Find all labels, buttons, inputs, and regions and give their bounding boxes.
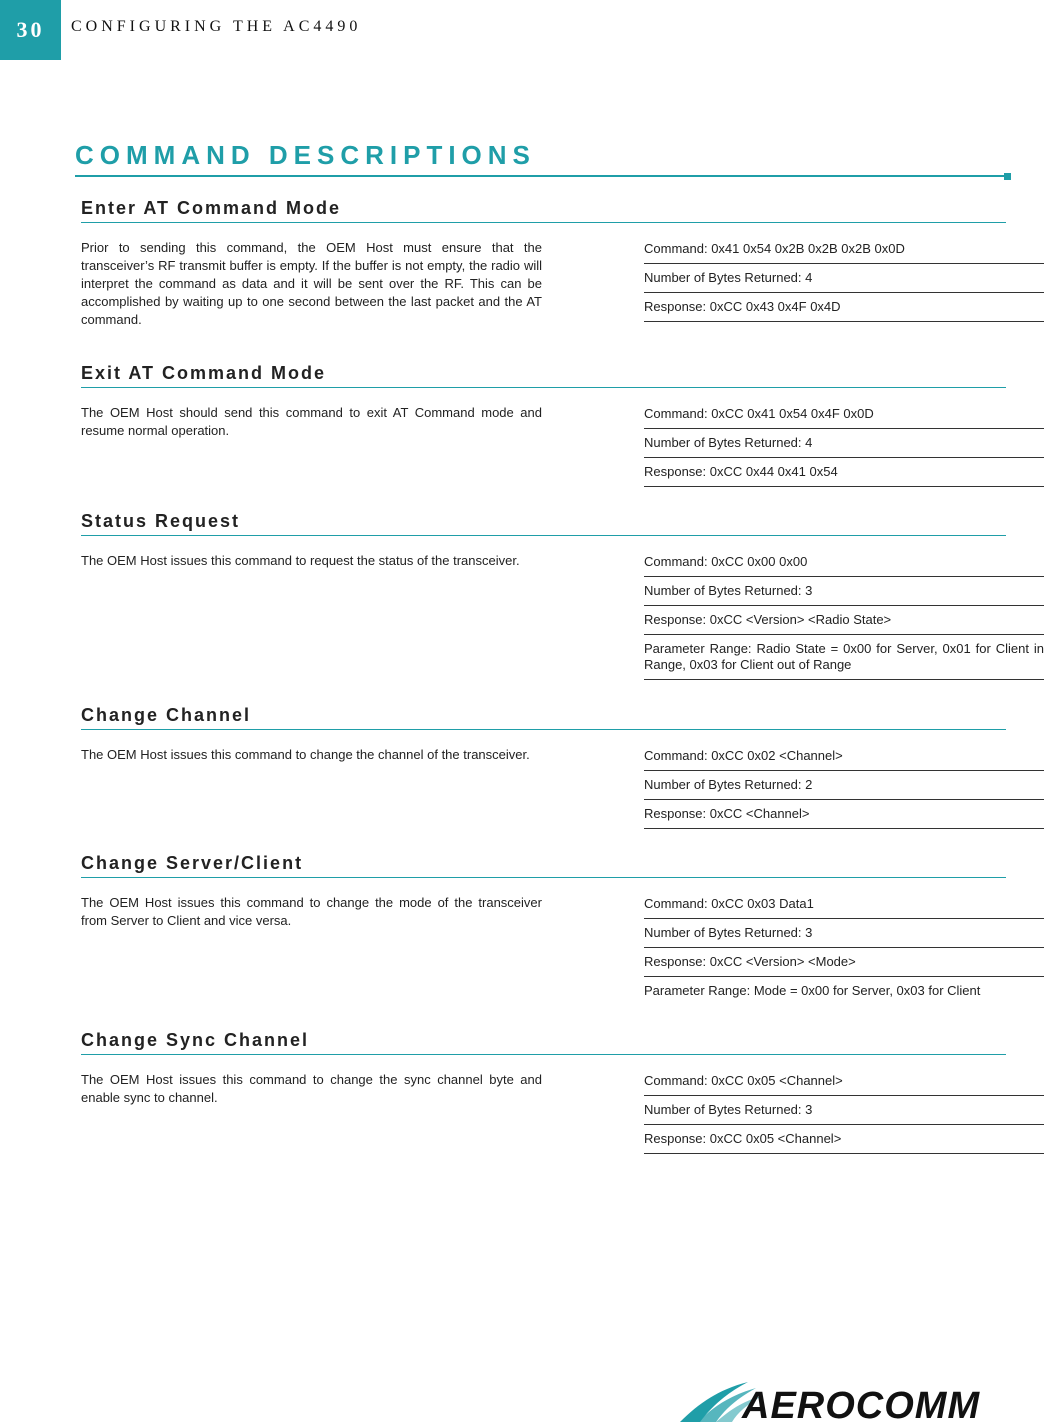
spec-bytes-returned: Number of Bytes Returned: 3 — [644, 1096, 1044, 1125]
logo-wordmark: AEROCOMM — [742, 1385, 981, 1424]
title-divider-end-square — [1004, 173, 1011, 180]
spec-command: Command: 0xCC 0x03 Data1 — [644, 890, 1044, 919]
section-description: Prior to sending this command, the OEM Host must ensure that the transceiver’s RF transmit buffer is empty. If the buffer is not empty, the radio will interpret the command as data and it will be sent over the RF. This can be accomplished by waiting up to one second between the last packet and the AT command. — [81, 240, 542, 327]
title-divider — [75, 175, 1005, 177]
spec-response: Response: 0xCC <Version> <Mode> — [644, 948, 1044, 977]
section-title: Enter AT Command Mode — [81, 198, 342, 218]
command-spec-list — [644, 235, 1044, 322]
section-title: Status Request — [81, 511, 241, 531]
section-description: The OEM Host should send this command to exit AT Command mode and resume normal operation. — [81, 405, 542, 438]
spec-response: Response: 0xCC 0x44 0x41 0x54 — [644, 458, 1044, 487]
spec-response: Response: 0xCC <Version> <Radio State> — [644, 606, 1044, 635]
section-title: Exit AT Command Mode — [81, 363, 327, 383]
section-divider — [81, 877, 1006, 878]
section-divider — [81, 729, 1006, 730]
aerocomm-logo — [676, 1376, 1038, 1424]
spec-bytes-returned: Number of Bytes Returned: 3 — [644, 577, 1044, 606]
spec-command: Command: 0xCC 0x05 <Channel> — [644, 1067, 1044, 1096]
spec-command: Command: 0xCC 0x02 <Channel> — [644, 742, 1044, 771]
page-number-badge: 30 — [0, 0, 61, 60]
command-spec-list — [644, 548, 1044, 680]
command-spec-list — [644, 890, 1044, 1005]
section-status-request — [81, 507, 1044, 672]
section-change-sync-channel — [81, 1026, 1044, 1146]
spec-command: Command: 0x41 0x54 0x2B 0x2B 0x2B 0x0D — [644, 235, 1044, 264]
section-title: Change Server/Client — [81, 853, 304, 873]
section-divider — [81, 222, 1006, 223]
spec-bytes-returned: Number of Bytes Returned: 3 — [644, 919, 1044, 948]
section-title: Change Channel — [81, 705, 252, 725]
command-spec-list — [644, 742, 1044, 829]
section-description: The OEM Host issues this command to request the status of the transceiver. — [81, 553, 520, 568]
running-header: CONFIGURING THE AC4490 — [71, 18, 362, 35]
section-description: The OEM Host issues this command to change the channel of the transceiver. — [81, 747, 530, 762]
section-description: The OEM Host issues this command to change the sync channel byte and enable sync to channel. — [81, 1072, 542, 1105]
spec-bytes-returned: Number of Bytes Returned: 2 — [644, 771, 1044, 800]
section-enter-at-command-mode — [81, 194, 1044, 329]
spec-response: Response: 0xCC 0x43 0x4F 0x4D — [644, 293, 1044, 322]
section-divider — [81, 387, 1006, 388]
spec-parameter-range: Parameter Range: Radio State = 0x00 for Server, 0x01 for Client in Range, 0x03 for Client out of Range — [644, 635, 1044, 680]
command-spec-list — [644, 400, 1044, 487]
spec-bytes-returned: Number of Bytes Returned: 4 — [644, 429, 1044, 458]
spec-bytes-returned: Number of Bytes Returned: 4 — [644, 264, 1044, 293]
section-exit-at-command-mode — [81, 359, 1044, 479]
section-description: The OEM Host issues this command to change the mode of the transceiver from Server to Client and vice versa. — [81, 895, 542, 928]
section-divider — [81, 1054, 1006, 1055]
section-change-channel — [81, 701, 1044, 821]
spec-command: Command: 0xCC 0x00 0x00 — [644, 548, 1044, 577]
spec-parameter-range: Parameter Range: Mode = 0x00 for Server, 0x03 for Client — [644, 983, 981, 998]
page-title: COMMAND DESCRIPTIONS — [75, 140, 536, 170]
spec-response: Response: 0xCC 0x05 <Channel> — [644, 1125, 1044, 1154]
section-divider — [81, 535, 1006, 536]
spec-response: Response: 0xCC <Channel> — [644, 800, 1044, 829]
command-spec-list — [644, 1067, 1044, 1154]
spec-command: Command: 0xCC 0x41 0x54 0x4F 0x0D — [644, 400, 1044, 429]
section-title: Change Sync Channel — [81, 1030, 310, 1050]
section-change-server-client — [81, 849, 1044, 998]
